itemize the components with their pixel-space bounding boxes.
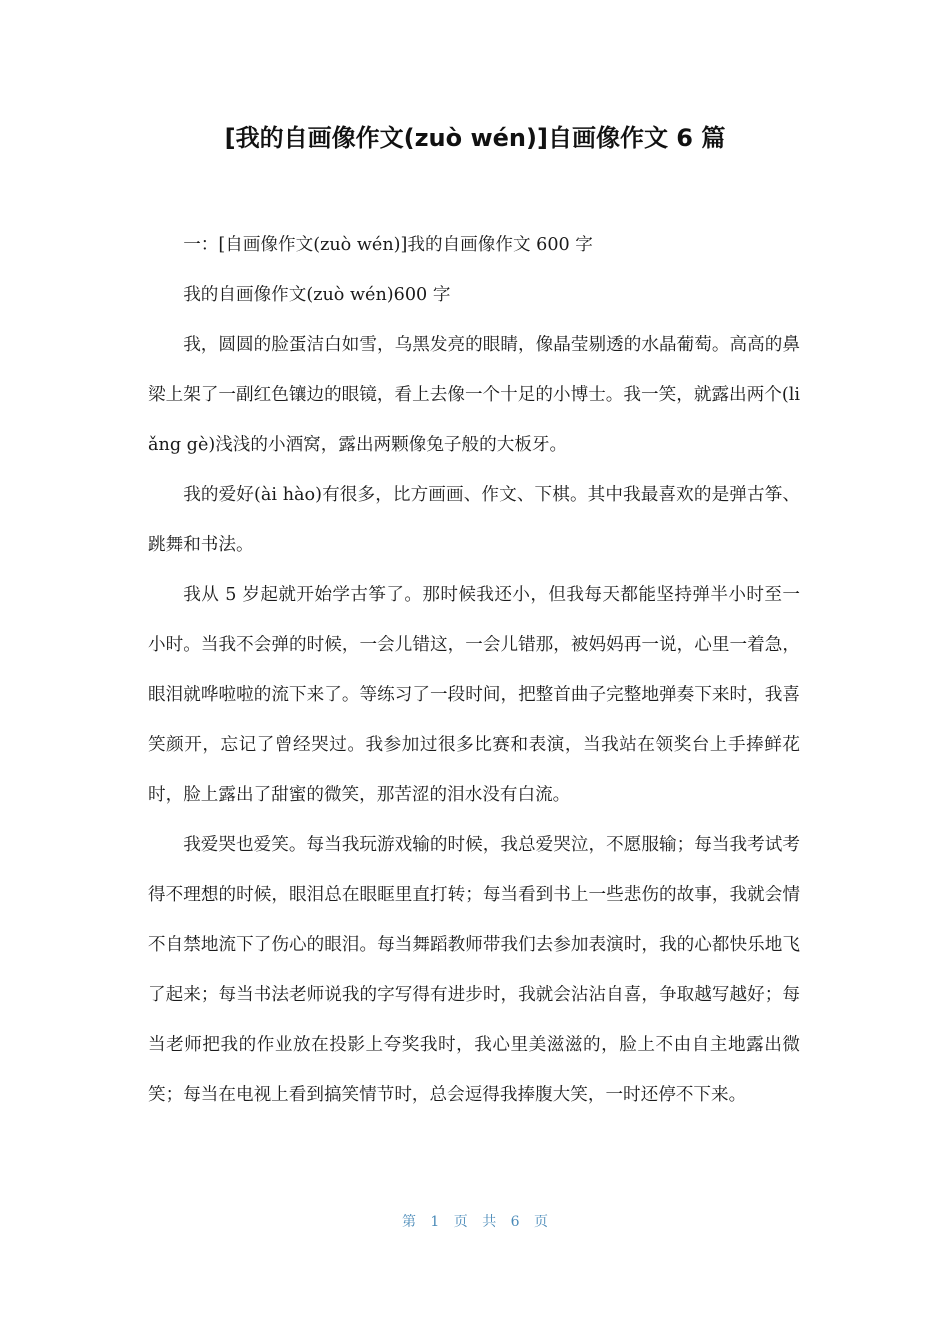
paragraph: 我爱哭也爱笑。每当我玩游戏输的时候，我总爱哭泣，不愿服输；每当我考试考得不理想的时候，眼泪总在眼眶里直打转；每当看到书上一些悲伤的故事，我就会情不自禁地流下了伤心的眼泪。每当舞蹈教师带我们去参加表演时，我的心都快乐地飞了起来；每当书法老师说我的字写得有进步时，我就会沾沾自喜，争取越写越好；每当老师把我的作业放在投影上夸奖我时，我心里美滋滋的，脸上不由自主地露出微笑；每当在电视上看到搞笑情节时，总会逗得我捧腹大笑，一时还停不下来。: [148, 835, 800, 1105]
document-title: [我的自画像作文(zuò wén)]自画像作文 6 篇: [224, 124, 726, 152]
page-number-footer: 第 1 页 共 6 页: [401, 1214, 549, 1230]
essay-title: 我的自画像作文(zuò wén)600 字: [183, 285, 451, 305]
paragraph: 我，圆圆的脸蛋洁白如雪，乌黑发亮的眼睛，像晶莹剔透的水晶葡萄。高高的鼻梁上架了一副红色镶边的眼镜，看上去像一个十足的小博士。我一笑，就露出两个(liǎng gè)浅浅的小酒窝，露出两颗像兔子般的大板牙。: [148, 335, 800, 455]
document-body: [148, 220, 800, 1120]
section-heading: 一：[自画像作文(zuò wén)]我的自画像作文 600 字: [183, 235, 593, 255]
paragraph: 我从 5 岁起就开始学古筝了。那时候我还小，但我每天都能坚持弹半小时至一小时。当我不会弹的时候，一会儿错这，一会儿错那，被妈妈再一说，心里一着急，眼泪就哗啦啦的流下来了。等练习了一段时间，把整首曲子完整地弹奏下来时，我喜笑颜开，忘记了曾经哭过。我参加过很多比赛和表演，当我站在领奖台上手捧鲜花时，脸上露出了甜蜜的微笑，那苦涩的泪水没有白流。: [148, 585, 800, 805]
paragraph: 我的爱好(ài hào)有很多，比方画画、作文、下棋。其中我最喜欢的是弹古筝、跳舞和书法。: [148, 485, 800, 555]
